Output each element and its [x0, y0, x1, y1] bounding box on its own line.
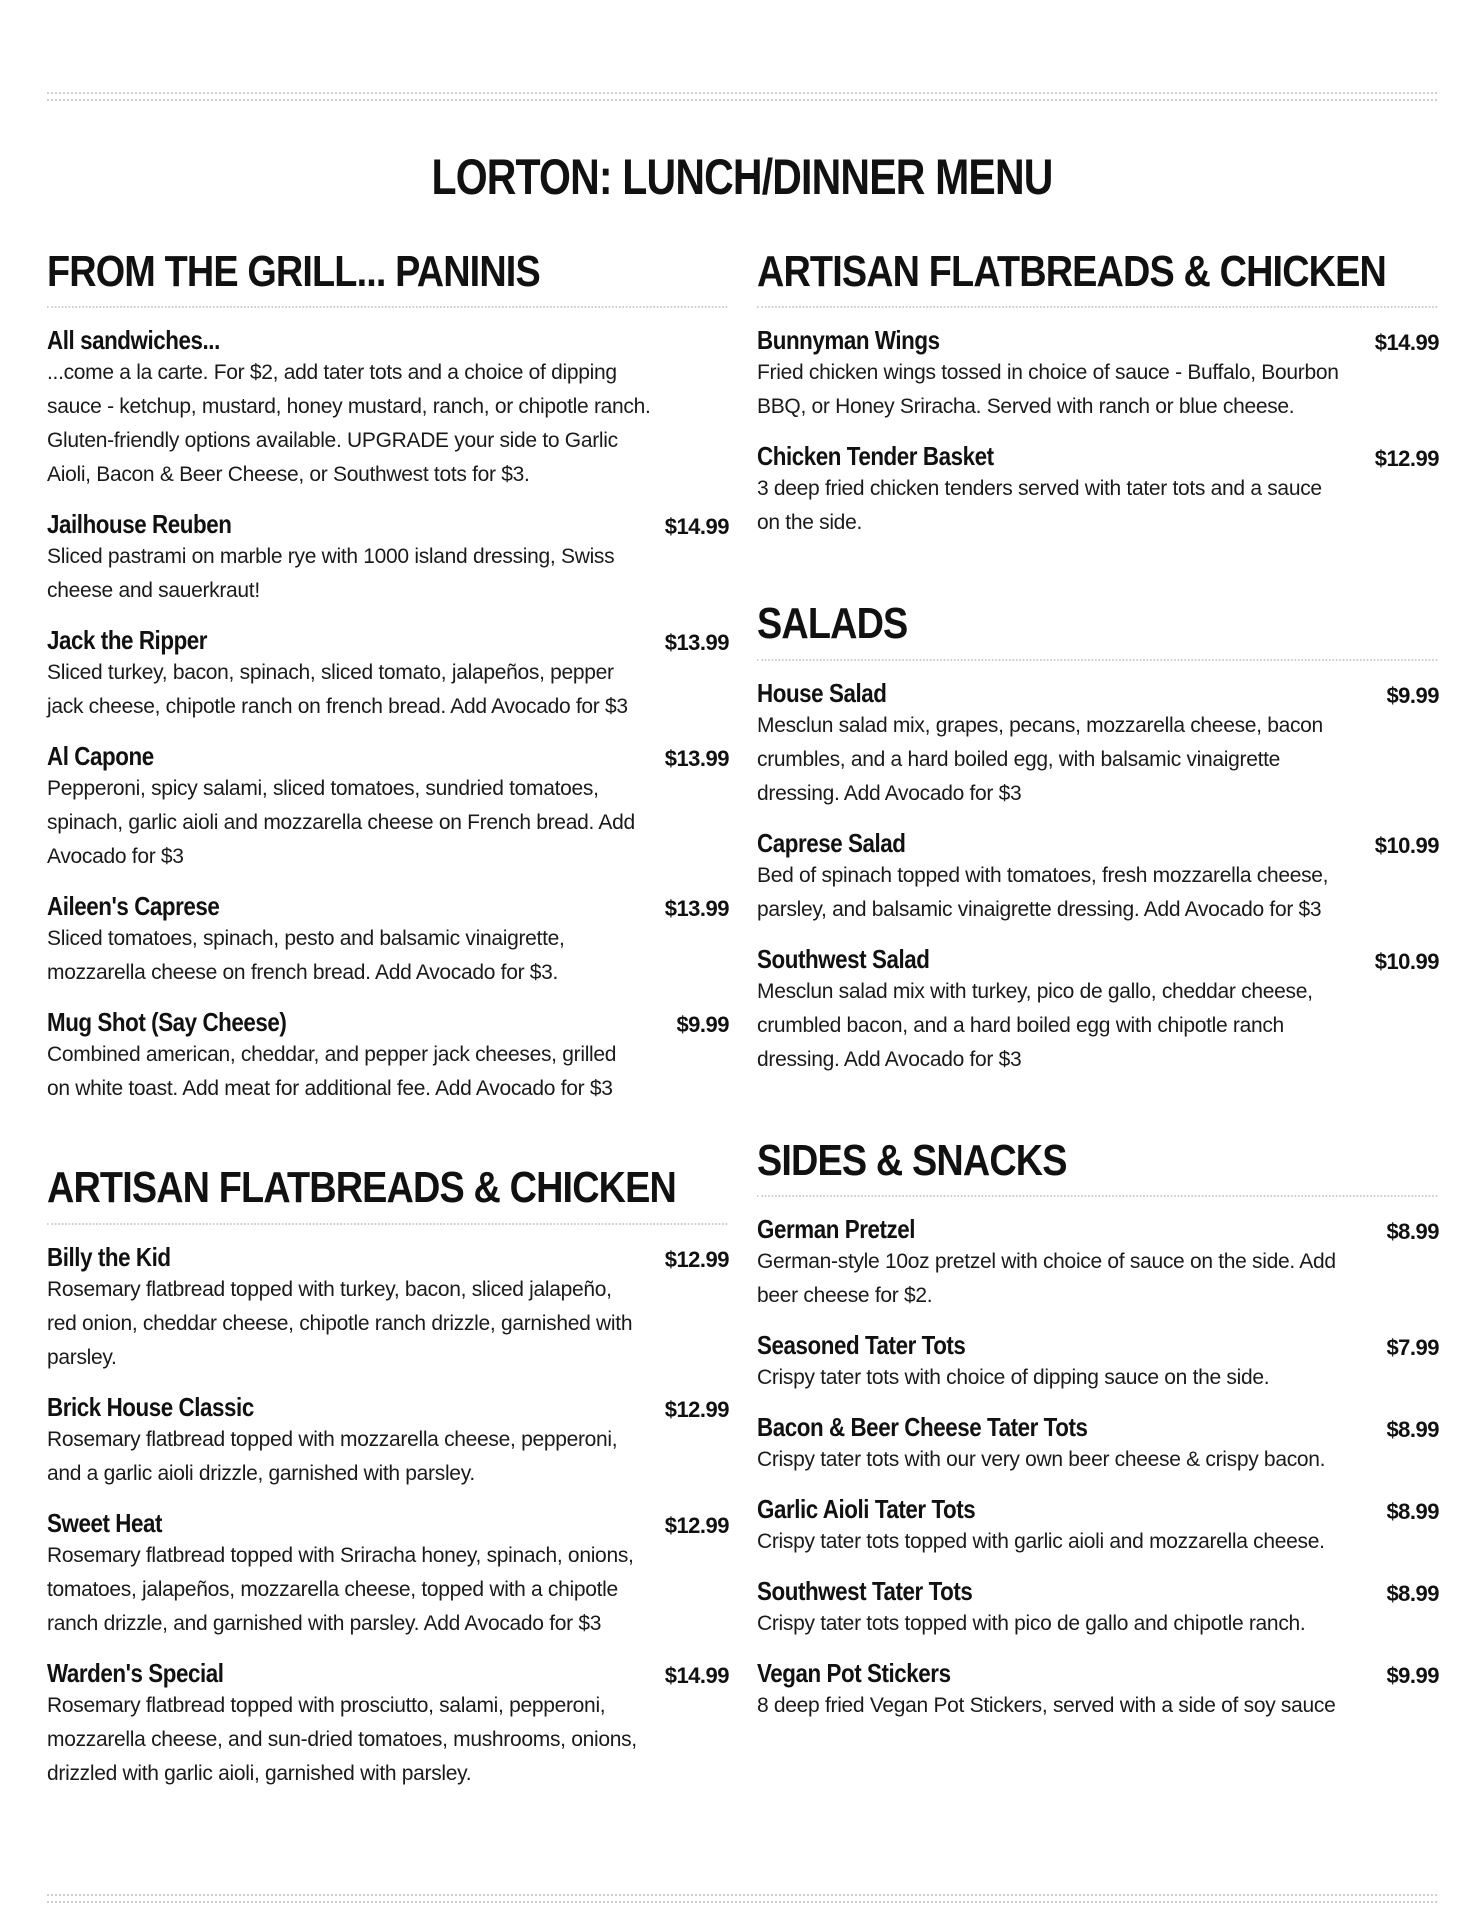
item-name: Billy the Kid: [47, 1241, 171, 1272]
item-name: Vegan Pot Stickers: [757, 1658, 951, 1689]
menu-item: [47, 1391, 729, 1491]
item-name: Aileen's Caprese: [47, 891, 220, 922]
item-name: Brick House Classic: [47, 1391, 254, 1422]
menu-item: [757, 1213, 1439, 1313]
item-price: $8.99: [1386, 1417, 1439, 1443]
section-sides: [757, 1137, 1439, 1723]
item-description: Sliced tomatoes, spinach, pesto and balsamic vinaigrette, mozzarella cheese on french bread. Add Avocado for $3.: [47, 927, 565, 985]
item-price: $13.99: [664, 746, 729, 772]
item-name: Al Capone: [47, 741, 154, 772]
item-price: $12.99: [664, 1246, 729, 1272]
item-name: Southwest Salad: [757, 943, 930, 974]
top-divider: [47, 92, 1437, 101]
section-salads: [757, 600, 1439, 1076]
item-description: Crispy tater tots with our very own beer cheese & crispy bacon.: [757, 1448, 1326, 1472]
item-name: Bunnyman Wings: [757, 325, 940, 356]
item-price: $8.99: [1386, 1581, 1439, 1607]
item-price: $7.99: [1386, 1335, 1439, 1361]
item-description: 3 deep fried chicken tenders served with tater tots and a sauce on the side.: [757, 477, 1322, 535]
menu-item: [47, 1657, 729, 1791]
section-title: ARTISAN FLATBREADS & CHICKEN: [757, 248, 1437, 308]
item-name: Mug Shot (Say Cheese): [47, 1007, 287, 1038]
item-name: Sweet Heat: [47, 1507, 163, 1538]
item-description: Mesclun salad mix, grapes, pecans, mozzarella cheese, bacon crumbles, and a hard boiled egg, with balsamic vinaigrette dressing. Add Avocado for $3: [757, 713, 1323, 805]
menu-item: [757, 1493, 1439, 1559]
item-description: German-style 10oz pretzel with choice of sauce on the side. Add beer cheese for $2.: [757, 1250, 1336, 1308]
item-name: Jack the Ripper: [47, 625, 208, 656]
item-description: Pepperoni, spicy salami, sliced tomatoes, sundried tomatoes, spinach, garlic aioli and mozzarella cheese on French bread. Add Avocado for $3: [47, 777, 635, 869]
item-name: German Pretzel: [757, 1214, 916, 1245]
item-name: Caprese Salad: [757, 827, 906, 858]
menu-item: [47, 1006, 729, 1106]
item-description: Rosemary flatbread topped with turkey, bacon, sliced jalapeño, red onion, cheddar cheese, chipotle ranch drizzle, garnished with parsley.: [47, 1277, 633, 1369]
section-flatbreads: [47, 1164, 729, 1790]
menu-item: [757, 1575, 1439, 1641]
menu-item: [757, 324, 1439, 424]
item-price: $8.99: [1386, 1499, 1439, 1525]
item-description: Rosemary flatbread topped with mozzarella cheese, pepperoni, and a garlic aioli drizzle, garnished with parsley.: [47, 1427, 618, 1485]
right-column: [757, 248, 1439, 1783]
item-description: Crispy tater tots topped with pico de gallo and chipotle ranch.: [757, 1612, 1306, 1636]
section-title: SIDES & SNACKS: [757, 1137, 1437, 1197]
section-paninis: [47, 248, 729, 1106]
menu-item: [757, 827, 1439, 927]
item-description: Sliced turkey, bacon, spinach, sliced tomato, jalapeños, pepper jack cheese, chipotle ranch on french bread. Add Avocado for $3: [47, 661, 628, 719]
item-description: Combined american, cheddar, and pepper jack cheeses, grilled on white toast. Add meat for additional fee. Add Avocado for $3: [47, 1043, 617, 1101]
menu-item: [757, 1657, 1439, 1723]
menu-item: [47, 1507, 729, 1641]
item-price: $8.99: [1386, 1219, 1439, 1245]
menu-item: [47, 890, 729, 990]
item-description: Sliced pastrami on marble rye with 1000 island dressing, Swiss cheese and sauerkraut!: [47, 545, 615, 603]
item-price: $10.99: [1374, 832, 1439, 858]
item-description: Rosemary flatbread topped with Sriracha honey, spinach, onions, tomatoes, jalapeños, mozzarella cheese, topped with a chipotle ranch drizzle, and garnished with parsley. Add Avocado for $3: [47, 1543, 634, 1635]
item-price: $12.99: [1374, 446, 1439, 472]
item-description: Crispy tater tots topped with garlic aioli and mozzarella cheese.: [757, 1530, 1325, 1554]
item-price: $10.99: [1374, 948, 1439, 974]
item-price: $13.99: [664, 896, 729, 922]
item-name: Bacon & Beer Cheese Tater Tots: [757, 1412, 1088, 1443]
section-title: SALADS: [757, 600, 1437, 660]
item-name: All sandwiches...: [47, 325, 220, 356]
item-price: $9.99: [1386, 1663, 1439, 1689]
section-chicken: [757, 248, 1439, 540]
item-description: Fried chicken wings tossed in choice of sauce - Buffalo, Bourbon BBQ, or Honey Sriracha. Served with ranch or blue cheese.: [757, 361, 1339, 419]
item-description: Rosemary flatbread topped with prosciutto, salami, pepperoni, mozzarella cheese, and sun-dried tomatoes, mushrooms, onions, drizzled with garlic aioli, garnished with parsley.: [47, 1693, 637, 1785]
item-price: $9.99: [676, 1012, 729, 1038]
item-description: 8 deep fried Vegan Pot Stickers, served with a side of soy sauce: [757, 1694, 1336, 1718]
item-price: $12.99: [664, 1512, 729, 1538]
menu-item: [757, 943, 1439, 1077]
menu-item: [757, 1411, 1439, 1477]
item-description: ...come a la carte. For $2, add tater tots and a choice of dipping sauce - ketchup, mustard, honey mustard, ranch, or chipotle ranch. Gluten-friendly options available. UPGRADE your side to Garlic Aioli, Bacon & Beer Cheese, or Southwest tots for $3.: [47, 361, 651, 487]
item-name: Seasoned Tater Tots: [757, 1330, 966, 1361]
item-price: $9.99: [1386, 682, 1439, 708]
item-price: $12.99: [664, 1396, 729, 1422]
item-price: $14.99: [664, 514, 729, 540]
item-price: $14.99: [1374, 330, 1439, 356]
item-name: Garlic Aioli Tater Tots: [757, 1494, 976, 1525]
left-column: [47, 248, 729, 1851]
item-description: Bed of spinach topped with tomatoes, fresh mozzarella cheese, parsley, and balsamic vinaigrette dressing. Add Avocado for $3: [757, 863, 1329, 921]
menu-item: [47, 740, 729, 874]
item-description: Crispy tater tots with choice of dipping sauce on the side.: [757, 1366, 1270, 1390]
menu-item: [47, 1241, 729, 1375]
item-price: $14.99: [664, 1662, 729, 1688]
bottom-divider: [47, 1894, 1437, 1903]
section-title: FROM THE GRILL... PANINIS: [47, 248, 727, 308]
page-title: LORTON: LUNCH/DINNER MENU: [431, 149, 1053, 205]
item-price: $13.99: [664, 630, 729, 656]
menu-item: [47, 508, 729, 608]
menu-item: [757, 677, 1439, 811]
item-name: House Salad: [757, 677, 887, 708]
item-name: Warden's Special: [47, 1657, 224, 1688]
menu-item: [47, 624, 729, 724]
item-name: Jailhouse Reuben: [47, 509, 232, 540]
item-name: Chicken Tender Basket: [757, 441, 994, 472]
item-description: Mesclun salad mix with turkey, pico de gallo, cheddar cheese, crumbled bacon, and a hard boiled egg with chipotle ranch dressing. Add Avocado for $3: [757, 979, 1313, 1071]
menu-item: [757, 440, 1439, 540]
menu-item: [757, 1329, 1439, 1395]
item-name: Southwest Tater Tots: [757, 1576, 973, 1607]
menu-item: [47, 324, 729, 492]
section-title: ARTISAN FLATBREADS & CHICKEN: [47, 1164, 727, 1224]
